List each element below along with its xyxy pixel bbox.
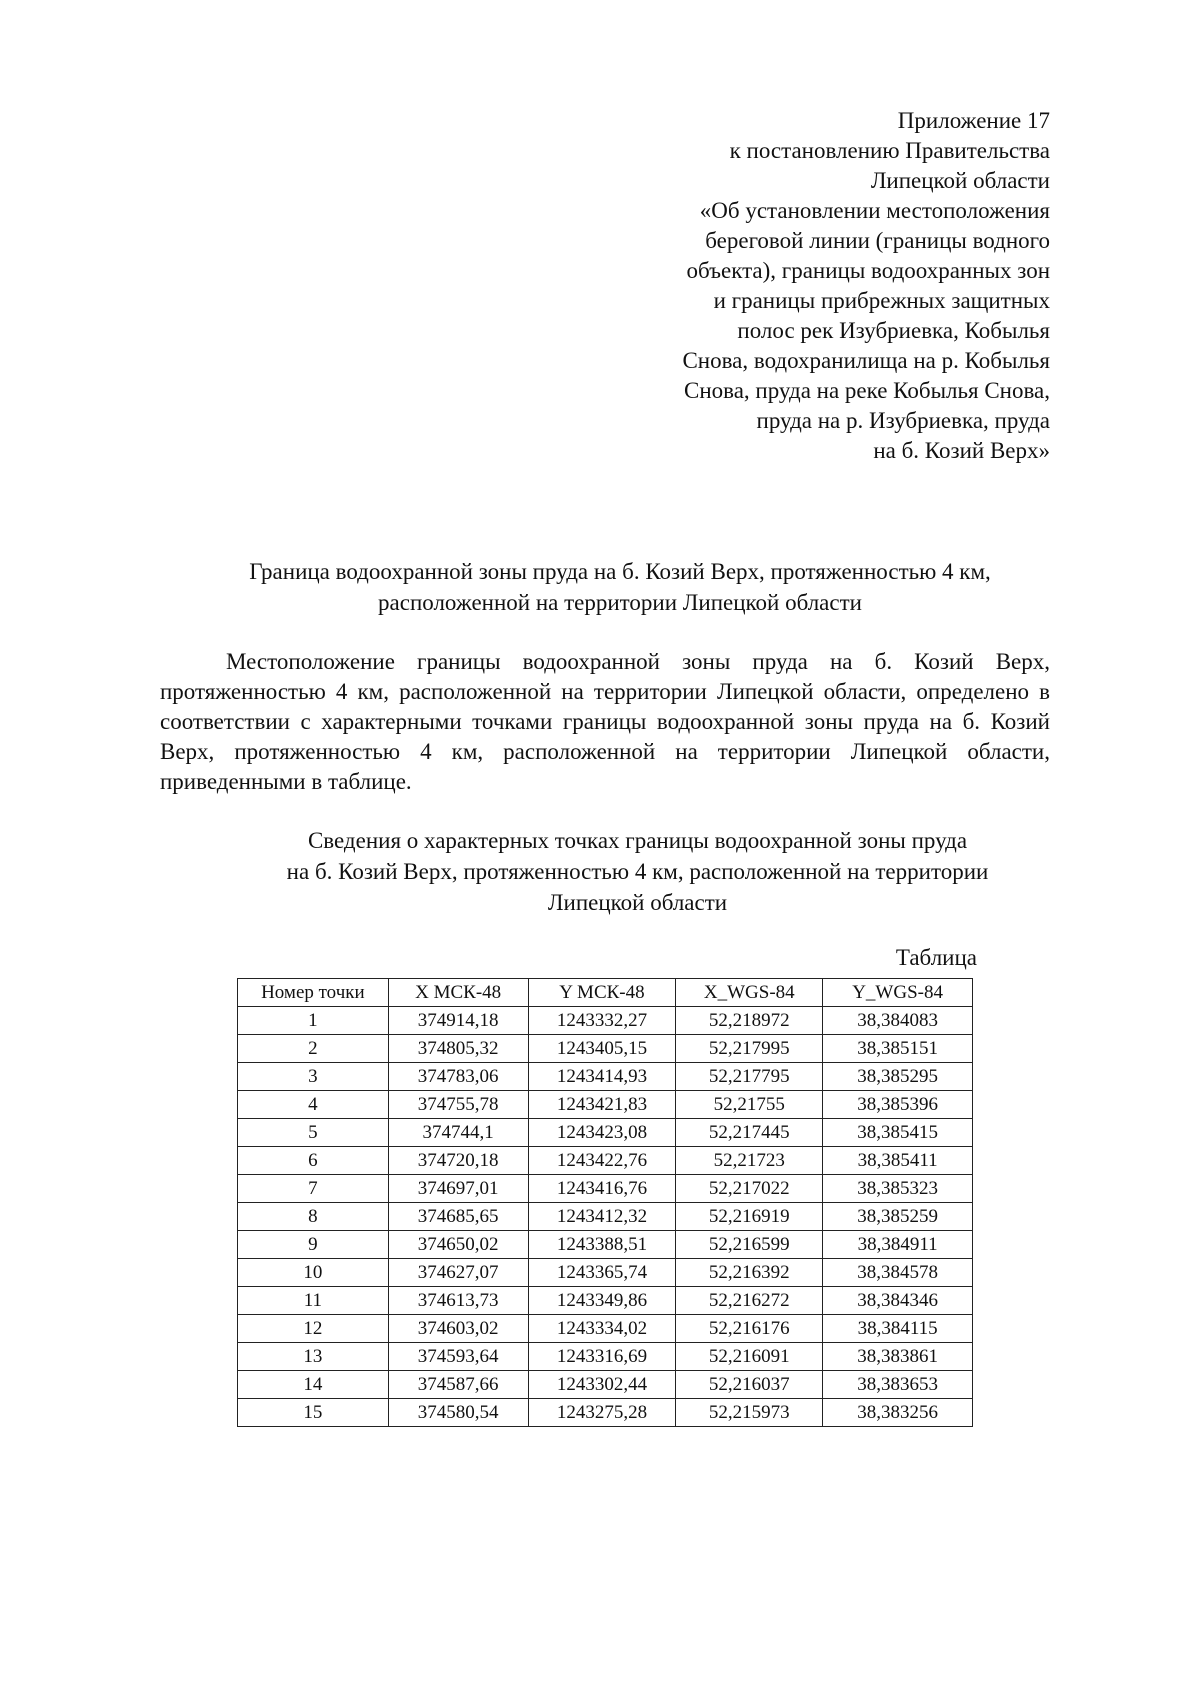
table-row [238, 1343, 973, 1371]
table-cell: 52,216176 [676, 1315, 823, 1343]
appendix-header [530, 106, 1050, 466]
table-cell: 10 [238, 1259, 389, 1287]
table-cell: 11 [238, 1287, 389, 1315]
table-cell: 1243302,44 [528, 1371, 676, 1399]
table-cell: 1243422,76 [528, 1147, 676, 1175]
document-title [140, 556, 1100, 618]
caption-line: Сведения о характерных точках границы водоохранной зоны пруда [307, 828, 968, 853]
table-cell: 38,383653 [823, 1371, 973, 1399]
table-cell: 38,383861 [823, 1343, 973, 1371]
table-cell: 4 [238, 1091, 389, 1119]
table-cell: 1243334,02 [528, 1315, 676, 1343]
table-cell: 7 [238, 1175, 389, 1203]
table-cell: 374613,73 [388, 1287, 528, 1315]
table-cell: 1243332,27 [528, 1007, 676, 1035]
table-row [238, 1063, 973, 1091]
table-cell: 52,217022 [676, 1175, 823, 1203]
table-cell: 38,383256 [823, 1399, 973, 1427]
appendix-line: и границы прибрежных защитных [713, 288, 1050, 313]
table-row [238, 1371, 973, 1399]
table-cell: 38,385396 [823, 1091, 973, 1119]
table-row [238, 1287, 973, 1315]
table-cell: 1 [238, 1007, 389, 1035]
coordinates-table [237, 978, 973, 1427]
table-row [238, 1035, 973, 1063]
table-cell: 374587,66 [388, 1371, 528, 1399]
table-cell: 52,217995 [676, 1035, 823, 1063]
table-cell: 374603,02 [388, 1315, 528, 1343]
table-cell: 38,384578 [823, 1259, 973, 1287]
table-cell: 38,384911 [823, 1231, 973, 1259]
caption-line: на б. Козий Верх, протяженностью 4 км, расположенной на территории [286, 859, 989, 884]
table-cell: 38,385295 [823, 1063, 973, 1091]
table-cell: 374720,18 [388, 1147, 528, 1175]
column-header: Y МСК-48 [528, 979, 676, 1007]
title-line: Граница водоохранной зоны пруда на б. Козий Верх, протяженностью 4 км, [249, 559, 991, 584]
table-cell: 52,217795 [676, 1063, 823, 1091]
table-cell: 1243349,86 [528, 1287, 676, 1315]
table-cell: 1243423,08 [528, 1119, 676, 1147]
body-paragraph: Местоположение границы водоохранной зоны пруда на б. Козий Верх, протяженностью 4 км, расположенной на территории Липецкой области, определено в соответствии с характерными точками границы водоохранной зоны пруда на б. Козий Верх, протяженностью 4 км, расположенной на территории Липецкой области, приведенными в таблице. [160, 649, 1050, 794]
column-header: X_WGS-84 [676, 979, 823, 1007]
column-header: Номер точки [238, 979, 389, 1007]
column-header: Y_WGS-84 [823, 979, 973, 1007]
table-cell: 374914,18 [388, 1007, 528, 1035]
table-cell: 1243405,15 [528, 1035, 676, 1063]
table-cell: 374744,1 [388, 1119, 528, 1147]
table-cell: 52,21755 [676, 1091, 823, 1119]
table-cell: 374580,54 [388, 1399, 528, 1427]
appendix-line: к постановлению Правительства [729, 138, 1050, 163]
table-cell: 38,385323 [823, 1175, 973, 1203]
table-cell: 374783,06 [388, 1063, 528, 1091]
table-cell: 38,385411 [823, 1147, 973, 1175]
table-cell: 13 [238, 1343, 389, 1371]
table-cell: 1243414,93 [528, 1063, 676, 1091]
table-cell: 52,216919 [676, 1203, 823, 1231]
appendix-line: полос рек Изубриевка, Кобылья [737, 318, 1050, 343]
table-cell: 52,217445 [676, 1119, 823, 1147]
table-cell: 5 [238, 1119, 389, 1147]
table-cell: 1243416,76 [528, 1175, 676, 1203]
appendix-line: пруда на р. Изубриевка, пруда [756, 408, 1050, 433]
table-row [238, 1259, 973, 1287]
table-cell: 1243316,69 [528, 1343, 676, 1371]
table-row [238, 1399, 973, 1427]
table-cell: 38,385151 [823, 1035, 973, 1063]
table-cell: 374805,32 [388, 1035, 528, 1063]
appendix-line: «Об установлении местоположения [699, 198, 1050, 223]
title-line: расположенной на территории Липецкой области [378, 590, 862, 615]
table-cell: 374593,64 [388, 1343, 528, 1371]
appendix-line: объекта), границы водоохранных зон [686, 258, 1050, 283]
table-cell: 1243412,32 [528, 1203, 676, 1231]
table-cell: 52,216272 [676, 1287, 823, 1315]
table-row [238, 1203, 973, 1231]
table-cell: 1243388,51 [528, 1231, 676, 1259]
table-cell: 374697,01 [388, 1175, 528, 1203]
table-cell: 15 [238, 1399, 389, 1427]
table-header-row [238, 979, 973, 1007]
table-cell: 374685,65 [388, 1203, 528, 1231]
table-cell: 52,216392 [676, 1259, 823, 1287]
table-cell: 52,216037 [676, 1371, 823, 1399]
table-cell: 38,385259 [823, 1203, 973, 1231]
table-cell: 38,385415 [823, 1119, 973, 1147]
caption-line: Липецкой области [547, 890, 728, 915]
table-row [238, 1175, 973, 1203]
table-row [238, 1315, 973, 1343]
table-cell: 38,384115 [823, 1315, 973, 1343]
table-cell: 9 [238, 1231, 389, 1259]
table-row [238, 1147, 973, 1175]
table-label: Таблица [895, 945, 977, 970]
column-header: X МСК-48 [388, 979, 528, 1007]
table-row [238, 1119, 973, 1147]
table-cell: 14 [238, 1371, 389, 1399]
table-cell: 52,216091 [676, 1343, 823, 1371]
appendix-line: Приложение 17 [897, 108, 1050, 133]
table-cell: 374627,07 [388, 1259, 528, 1287]
table-cell: 1243365,74 [528, 1259, 676, 1287]
table-cell: 1243275,28 [528, 1399, 676, 1427]
appendix-line: Снова, пруда на реке Кобылья Снова, [684, 378, 1050, 403]
table-row [238, 1007, 973, 1035]
table-cell: 12 [238, 1315, 389, 1343]
table-row [238, 1231, 973, 1259]
table-caption [220, 825, 1055, 918]
table-cell: 6 [238, 1147, 389, 1175]
table-cell: 52,21723 [676, 1147, 823, 1175]
table-cell: 8 [238, 1203, 389, 1231]
table-cell: 38,384083 [823, 1007, 973, 1035]
table-cell: 1243421,83 [528, 1091, 676, 1119]
table-cell: 374650,02 [388, 1231, 528, 1259]
appendix-line: Липецкой области [870, 168, 1050, 193]
table-cell: 3 [238, 1063, 389, 1091]
table-row [238, 1091, 973, 1119]
table-cell: 52,216599 [676, 1231, 823, 1259]
appendix-line: на б. Козий Верх» [873, 438, 1050, 463]
table-cell: 38,384346 [823, 1287, 973, 1315]
appendix-line: Снова, водохранилища на р. Кобылья [682, 348, 1050, 373]
table-cell: 2 [238, 1035, 389, 1063]
table-cell: 52,215973 [676, 1399, 823, 1427]
table-cell: 374755,78 [388, 1091, 528, 1119]
table-cell: 52,218972 [676, 1007, 823, 1035]
appendix-line: береговой линии (границы водного [705, 228, 1050, 253]
